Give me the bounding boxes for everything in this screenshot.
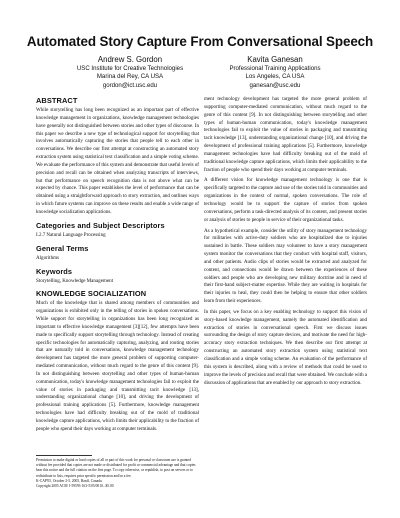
right-column xyxy=(204,96,367,387)
author-name: Andrew S. Gordon xyxy=(97,55,163,64)
body-paragraph-3: As a hypothetical example, consider the utility of story management technology for militaries with active-duty soldiers who are hospitalized due to injuries sustained in battle. These soldiers may volunteer to have a story management system monitor the conversations that they conduct with hospital staff, visitors, and other patients. Audio clips of stories would be extracted and analyzed for content, and connections would be drawn between the experiences of these soldiers and people who are developing new military doctrine and in need of their first-hand subject-matter expertise. While they are waiting in hospitals for their injuries to heal, they could then be helping to ensure that other soldiers learn from their experiences. xyxy=(204,227,367,305)
paper-title: Automated Story Capture From Conversational Speech xyxy=(26,34,374,49)
author-email: gordon@ict.usc.edu xyxy=(102,81,158,89)
abstract-text: While storytelling has long been recognized as an important part of effective knowledge management in organizations, knowledge management technologies have generally not distinguished between stories and other types of discourse. In this paper we describe a new type of technological support for storytelling that involves automatically capturing the stories that people tell to each other in conversations. We describe our first attempt at constructing an automated story extraction system using statistical text classification and a simple voting scheme. We evaluate the performance of this system and demonstrate that useful levels of precision and recall can be obtained when analyzing transcripts of interviews, but that performance on speech recognition data is not above what can be expected by chance. This paper establishes the level of performance that can be obtained using a straightforward approach to story extraction, and outlines ways in which future systems can improve on these results and enable a wide range of knowledge socialization applications. xyxy=(36,107,199,215)
author-block-2 xyxy=(190,55,360,90)
categories-heading: Categories and Subject Descriptors xyxy=(36,220,165,230)
author-email: ganesan@usc.edu xyxy=(249,81,301,89)
left-column xyxy=(36,96,199,432)
keywords-heading: Keywords xyxy=(36,266,73,276)
categories-text: I.2.7 Natural Language Processing xyxy=(36,231,106,238)
author-address: Marina del Rey, CA USA xyxy=(96,73,164,81)
abstract-heading: ABSTRACT xyxy=(36,96,78,105)
body-paragraph-1: Much of the knowledge that is shared among members of communities and organizations is exhibited only in the telling of stories in spoken conversations. While support for storytelling in organizations has been long recognized as important to effective knowledge management [3][12], few attempts have been made to specifically support storytelling through technology. Instead of creating specific technologies for automatically capturing, analyzing, and routing stories that are naturally told in conversations, knowledge management technology development has targeted the more general problem of supporting computer-mediated communication, without much regard to the genre of this content [9]. In not distinguishing between storytelling and other types of human-human communication, today's knowledge management technologies fail to exploit the value of stories in packaging and transmitting tacit knowledge [13], understanding organizational change [10], and driving the development of professional training applications [5]. Furthermore, knowledge management technologies have had difficulty breaking out of the mold of traditional knowledge capture applications, which limits their applicability to the fraction of people who spend their days working at computer terminals. xyxy=(36,300,199,432)
permission-text: Permission to make digital or hard copies of all or part of this work for personal or classroom use is granted without fee provided that copies are not made or distributed for profit or commercial advantage and that copies bear this notice and the full citation on the first page. To copy otherwise, or republish, to post on servers or to redistribute to lists, requires prior specific permission and/or a fee. xyxy=(36,458,196,478)
body-paragraph-2: A different vision for knowledge management technology is one that is specifically targeted to the capture and use of the stories told in communities and organizations in the context of normal, spoken conversations. The role of technology would be to support the capture of stories from spoken conversations, perform a task-directed analysis of its content, and present stories or analysis of stories to people in service of their organizational tasks. xyxy=(204,177,367,223)
general-terms-heading: General Terms xyxy=(36,243,89,253)
author-address: Los Angeles, CA USA xyxy=(245,73,305,81)
author-affiliation: USC Institute for Creative Technologies xyxy=(76,65,184,72)
general-terms-text: Algorithms xyxy=(36,254,59,261)
footnote-rule xyxy=(36,455,92,456)
keywords-text: Storytelling, Knowledge Management xyxy=(36,277,114,284)
body-paragraph-4: In this paper, we focus on a key enabling technology to support this vision of story-based knowledge management, namely the automated identification and extraction of stories in conversational speech. First we discuss issues surrounding the design of story capture devices, and motivate the need for high-accuracy story extraction techniques. We then describe our first attempt at constructing an automated story extraction system using statistical text classification and a simple voting scheme. An evaluation of the performance of this system is described, along with a review of methods that could be used to improve the levels of precision and recall that were obtained. We conclude with a discussion of applications that are enabled by our approach to story extraction. xyxy=(204,308,368,386)
permission-notice xyxy=(36,458,199,489)
author-affiliation: Professional Training Applications xyxy=(229,65,321,72)
conference-text: K-CAP'05, October 2-5, 2005, Banff, Canada. xyxy=(36,478,103,483)
section-heading-knowledge-socialization: KNOWLEDGE SOCIALIZATION xyxy=(36,289,147,299)
author-name: Kavita Ganesan xyxy=(247,55,303,64)
body-paragraph-1-continued: ment technology development has targeted the more general problem of supporting computer-mediated communication, without much regard to the genre of this content [9]. In not distinguishing between storytelling and other types of human-human communication, today's knowledge management technologies fail to exploit the value of stories in packaging and transmitting tacit knowledge [13], understanding organizational change [10], and driving the development of professional training applications [5]. Furthermore, knowledge management technologies have had difficulty breaking out of the mold of traditional knowledge capture applications, which limits their applicability to the fraction of people who spend their days working at computer terminals. xyxy=(204,96,367,173)
copyright-text: Copyright 2005 ACM 1-59593-163-5/05/0010...$5.00 xyxy=(36,484,114,489)
